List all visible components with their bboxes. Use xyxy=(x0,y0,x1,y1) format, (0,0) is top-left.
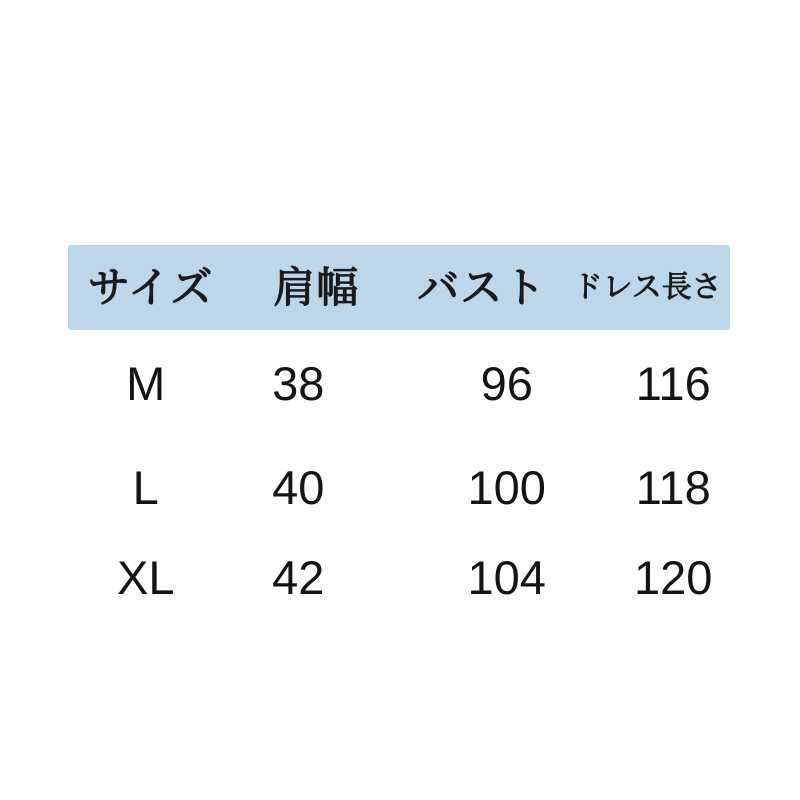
bust-value: 104 xyxy=(467,550,546,604)
shoulder-value: 40 xyxy=(272,460,325,514)
size-value: XL xyxy=(117,550,175,604)
table-row-xl xyxy=(68,552,730,602)
header-size: サイズ xyxy=(87,263,214,311)
bust-value: 96 xyxy=(480,356,533,410)
table-row-m xyxy=(68,358,730,408)
table-row-l xyxy=(68,462,730,512)
size-chart-header-row xyxy=(68,245,730,330)
shoulder-value: 42 xyxy=(272,550,325,604)
size-chart-table xyxy=(68,245,730,602)
header-bust: バスト xyxy=(417,263,547,311)
length-value: 116 xyxy=(635,356,711,410)
size-value: L xyxy=(132,460,159,514)
bust-value: 100 xyxy=(467,460,546,514)
length-value: 120 xyxy=(634,550,713,604)
shoulder-value: 38 xyxy=(272,356,325,410)
length-value: 118 xyxy=(635,460,711,514)
header-dress-length: ドレス長さ xyxy=(572,270,722,304)
size-value: M xyxy=(126,356,166,410)
header-shoulder-width: 肩幅 xyxy=(273,263,360,311)
